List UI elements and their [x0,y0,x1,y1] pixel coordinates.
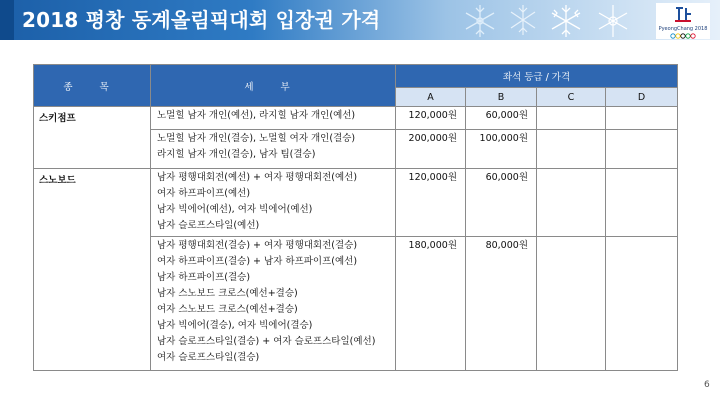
price-d [606,169,678,237]
ticket-price-table [33,64,678,371]
title-accent [0,0,14,40]
price-a: 120,000원 [396,107,466,130]
event-detail: 남자 평행대회전(예선) + 여자 평행대회전(예선) 여자 하프파이프(예선) 남자 빅에어(예선), 여자 빅에어(예선) 남자 슬로프스타일(예선) [151,169,396,237]
snowflake-icon [548,3,584,39]
header-grade-c: C [537,88,606,107]
header-grade-a: A [396,88,466,107]
price-d [606,107,678,130]
header-seat-grade: 좌석 등급 / 가격 [396,65,678,88]
snowflake-icon [508,3,538,37]
table-row [34,107,678,130]
event-name: 스키점프 [34,107,151,169]
page-title: 2018 평창 동계올림픽대회 입장권 가격 [22,8,381,32]
header-event: 종 목 [34,65,151,107]
price-d [606,237,678,371]
price-a: 200,000원 [396,130,466,169]
logo-text: PyeongChang 2018 [658,26,708,32]
price-d [606,130,678,169]
price-c [537,107,606,130]
price-b: 80,000원 [466,237,537,371]
event-detail: 노멀힐 남자 개인(결승), 노멀힐 여자 개인(결승) 라지힐 남자 개인(결승), 남자 팀(결승) [151,130,396,169]
pyeongchang-logo [656,3,710,39]
price-c [537,169,606,237]
price-b: 100,000원 [466,130,537,169]
title-bar [0,0,720,40]
header-grade-d: D [606,88,678,107]
price-b: 60,000원 [466,169,537,237]
price-c [537,237,606,371]
event-name: 스노보드 [34,169,151,371]
event-detail: 남자 평행대회전(결승) + 여자 평행대회전(결승) 여자 하프파이프(결승) + 남자 하프파이프(예선) 남자 하프파이프(결승) 남자 스노보드 크로스(예선+결승) 여자 스노보드 크로스(예선+결승) 남자 빅에어(결승), 여자 빅에어(결승) 남자 슬로프스타일(결승) + 여자 슬로프스타일(예선) 여자 슬로프스타일(결승) [151,237,396,371]
table-row [34,169,678,237]
price-b: 60,000원 [466,107,537,130]
snowflake-icon [596,3,630,39]
price-a: 120,000원 [396,169,466,237]
header-grade-b: B [466,88,537,107]
price-a: 180,000원 [396,237,466,371]
snowflake-icon [462,3,498,39]
header-detail: 세 부 [151,65,396,107]
event-detail: 노멀힐 남자 개인(예선), 라지힐 남자 개인(예선) [151,107,396,130]
page-number: 6 [704,380,710,390]
price-c [537,130,606,169]
